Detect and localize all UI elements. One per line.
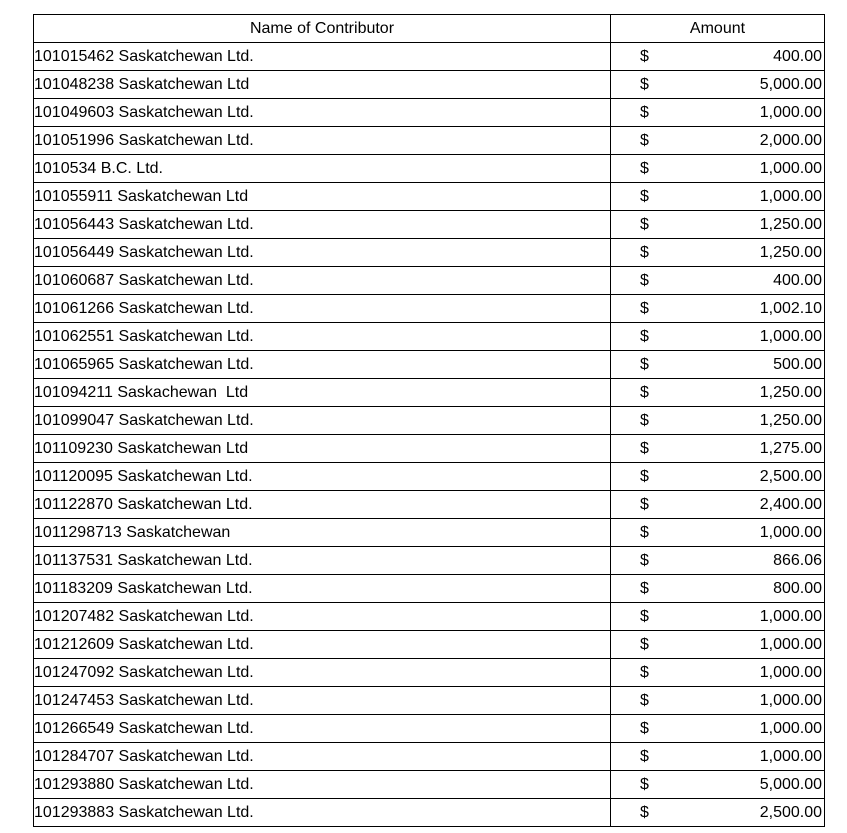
currency-symbol: $ xyxy=(640,776,649,793)
table-row xyxy=(34,99,825,127)
table-row xyxy=(34,351,825,379)
contributor-name-cell: 101247092 Saskatchewan Ltd. xyxy=(34,659,611,687)
amount-value: 1,000.00 xyxy=(759,104,822,121)
table-row xyxy=(34,659,825,687)
table-row xyxy=(34,771,825,799)
amount-cell xyxy=(611,687,825,715)
currency-symbol: $ xyxy=(640,608,649,625)
amount-cell xyxy=(611,379,825,407)
amount-cell xyxy=(611,435,825,463)
amount-value: 400.00 xyxy=(773,48,822,65)
contributor-name-cell: 101109230 Saskatchewan Ltd xyxy=(34,435,611,463)
table-row xyxy=(34,155,825,183)
contributor-name-cell: 1011298713 Saskatchewan xyxy=(34,519,611,547)
contributor-name-cell: 101065965 Saskatchewan Ltd. xyxy=(34,351,611,379)
table-row xyxy=(34,239,825,267)
amount-value: 1,275.00 xyxy=(759,440,822,457)
amount-cell xyxy=(611,659,825,687)
contributor-name-cell: 1010534 B.C. Ltd. xyxy=(34,155,611,183)
contributor-name-cell: 101055911 Saskatchewan Ltd xyxy=(34,183,611,211)
contributor-name-cell: 101122870 Saskatchewan Ltd. xyxy=(34,491,611,519)
amount-value: 400.00 xyxy=(773,272,822,289)
amount-cell xyxy=(611,715,825,743)
table-row xyxy=(34,379,825,407)
contributor-name-cell: 101266549 Saskatchewan Ltd. xyxy=(34,715,611,743)
currency-symbol: $ xyxy=(640,384,649,401)
table-row xyxy=(34,463,825,491)
currency-symbol: $ xyxy=(640,188,649,205)
amount-value: 1,000.00 xyxy=(759,524,822,541)
amount-cell xyxy=(611,351,825,379)
contributor-name-cell: 101062551 Saskatchewan Ltd. xyxy=(34,323,611,351)
table-row xyxy=(34,323,825,351)
currency-symbol: $ xyxy=(640,468,649,485)
contributor-name-cell: 101049603 Saskatchewan Ltd. xyxy=(34,99,611,127)
currency-symbol: $ xyxy=(640,580,649,597)
contributor-name-cell: 101056443 Saskatchewan Ltd. xyxy=(34,211,611,239)
amount-cell xyxy=(611,547,825,575)
contributor-name-cell: 101212609 Saskatchewan Ltd. xyxy=(34,631,611,659)
amount-value: 1,000.00 xyxy=(759,608,822,625)
currency-symbol: $ xyxy=(640,664,649,681)
table-row xyxy=(34,71,825,99)
contributor-name-cell: 101056449 Saskatchewan Ltd. xyxy=(34,239,611,267)
amount-cell xyxy=(611,267,825,295)
table-row xyxy=(34,183,825,211)
currency-symbol: $ xyxy=(640,160,649,177)
column-header-amount: Amount xyxy=(611,15,825,43)
amount-cell xyxy=(611,155,825,183)
table-row xyxy=(34,211,825,239)
amount-cell xyxy=(611,99,825,127)
currency-symbol: $ xyxy=(640,804,649,821)
amount-cell xyxy=(611,127,825,155)
contributor-name-cell: 101048238 Saskatchewan Ltd xyxy=(34,71,611,99)
amount-cell xyxy=(611,239,825,267)
contributor-name-cell: 101060687 Saskatchewan Ltd. xyxy=(34,267,611,295)
amount-value: 5,000.00 xyxy=(759,76,822,93)
amount-cell xyxy=(611,211,825,239)
amount-value: 1,000.00 xyxy=(759,328,822,345)
amount-value: 1,250.00 xyxy=(759,216,822,233)
table-row xyxy=(34,435,825,463)
amount-value: 1,002.10 xyxy=(759,300,822,317)
contributors-table xyxy=(33,14,825,827)
currency-symbol: $ xyxy=(640,104,649,121)
amount-cell xyxy=(611,491,825,519)
currency-symbol: $ xyxy=(640,244,649,261)
amount-value: 1,000.00 xyxy=(759,636,822,653)
contributor-name-cell: 101293880 Saskatchewan Ltd. xyxy=(34,771,611,799)
contributor-name-cell: 101247453 Saskatchewan Ltd. xyxy=(34,687,611,715)
amount-cell xyxy=(611,631,825,659)
currency-symbol: $ xyxy=(640,440,649,457)
amount-value: 5,000.00 xyxy=(759,776,822,793)
amount-value: 500.00 xyxy=(773,356,822,373)
currency-symbol: $ xyxy=(640,328,649,345)
amount-value: 1,000.00 xyxy=(759,720,822,737)
contributor-name-cell: 101293883 Saskatchewan Ltd. xyxy=(34,799,611,827)
amount-cell xyxy=(611,183,825,211)
table-row xyxy=(34,743,825,771)
amount-cell xyxy=(611,519,825,547)
amount-cell xyxy=(611,323,825,351)
amount-value: 1,000.00 xyxy=(759,160,822,177)
table-row xyxy=(34,407,825,435)
amount-value: 866.06 xyxy=(773,552,822,569)
contributor-name-cell: 101120095 Saskatchewan Ltd. xyxy=(34,463,611,491)
contributor-name-cell: 101061266 Saskatchewan Ltd. xyxy=(34,295,611,323)
amount-value: 1,250.00 xyxy=(759,412,822,429)
table-row xyxy=(34,547,825,575)
table-row xyxy=(34,267,825,295)
currency-symbol: $ xyxy=(640,76,649,93)
amount-cell xyxy=(611,407,825,435)
amount-value: 1,000.00 xyxy=(759,188,822,205)
contributor-name-cell: 101051996 Saskatchewan Ltd. xyxy=(34,127,611,155)
table-row xyxy=(34,295,825,323)
amount-cell xyxy=(611,771,825,799)
table-row xyxy=(34,687,825,715)
table-row xyxy=(34,491,825,519)
amount-cell xyxy=(611,71,825,99)
currency-symbol: $ xyxy=(640,412,649,429)
currency-symbol: $ xyxy=(640,692,649,709)
amount-value: 2,500.00 xyxy=(759,804,822,821)
currency-symbol: $ xyxy=(640,496,649,513)
currency-symbol: $ xyxy=(640,216,649,233)
amount-value: 1,250.00 xyxy=(759,244,822,261)
header-row xyxy=(34,15,825,43)
amount-value: 800.00 xyxy=(773,580,822,597)
amount-value: 2,000.00 xyxy=(759,132,822,149)
amount-cell xyxy=(611,799,825,827)
table-row xyxy=(34,519,825,547)
table-row xyxy=(34,575,825,603)
currency-symbol: $ xyxy=(640,132,649,149)
currency-symbol: $ xyxy=(640,356,649,373)
amount-value: 1,250.00 xyxy=(759,384,822,401)
table-body xyxy=(34,43,825,827)
contributor-name-cell: 101183209 Saskatchewan Ltd. xyxy=(34,575,611,603)
contributor-name-cell: 101137531 Saskatchewan Ltd. xyxy=(34,547,611,575)
table-row xyxy=(34,799,825,827)
amount-value: 2,500.00 xyxy=(759,468,822,485)
contributor-name-cell: 101284707 Saskatchewan Ltd. xyxy=(34,743,611,771)
amount-cell xyxy=(611,575,825,603)
amount-cell xyxy=(611,463,825,491)
amount-cell xyxy=(611,743,825,771)
currency-symbol: $ xyxy=(640,48,649,65)
currency-symbol: $ xyxy=(640,272,649,289)
currency-symbol: $ xyxy=(640,300,649,317)
table-row xyxy=(34,43,825,71)
table-row xyxy=(34,715,825,743)
amount-value: 1,000.00 xyxy=(759,748,822,765)
currency-symbol: $ xyxy=(640,524,649,541)
amount-value: 1,000.00 xyxy=(759,664,822,681)
amount-cell xyxy=(611,43,825,71)
amount-value: 2,400.00 xyxy=(759,496,822,513)
amount-cell xyxy=(611,603,825,631)
column-header-name: Name of Contributor xyxy=(34,15,611,43)
currency-symbol: $ xyxy=(640,636,649,653)
table-row xyxy=(34,127,825,155)
contributor-name-cell: 101094211 Saskachewan Ltd xyxy=(34,379,611,407)
amount-cell xyxy=(611,295,825,323)
table-row xyxy=(34,631,825,659)
currency-symbol: $ xyxy=(640,748,649,765)
contributor-name-cell: 101015462 Saskatchewan Ltd. xyxy=(34,43,611,71)
table-row xyxy=(34,603,825,631)
contributor-name-cell: 101207482 Saskatchewan Ltd. xyxy=(34,603,611,631)
contributor-name-cell: 101099047 Saskatchewan Ltd. xyxy=(34,407,611,435)
currency-symbol: $ xyxy=(640,720,649,737)
currency-symbol: $ xyxy=(640,552,649,569)
amount-value: 1,000.00 xyxy=(759,692,822,709)
